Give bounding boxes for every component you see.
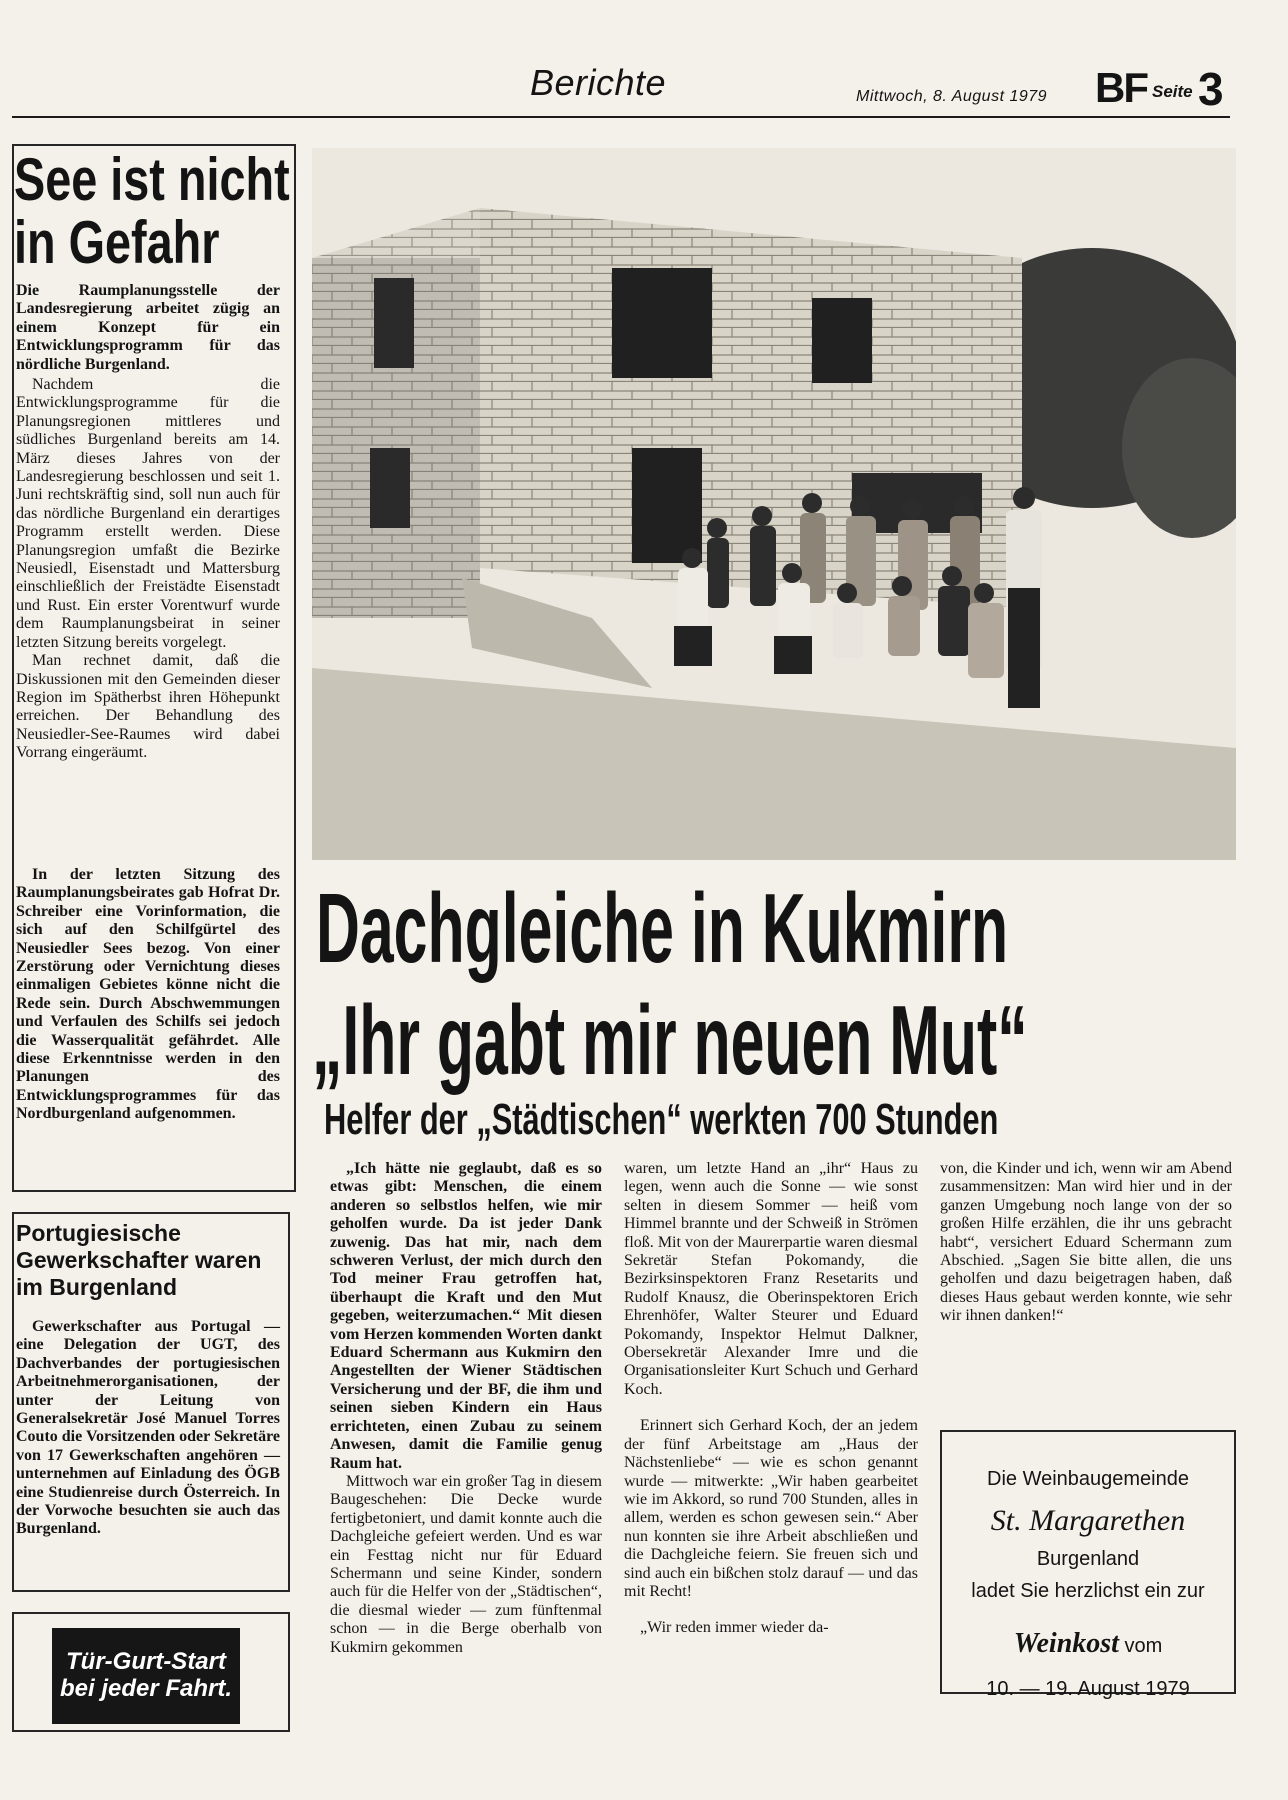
wine-ad-line: Burgenland [1036, 1548, 1140, 1570]
construction-photo [312, 148, 1236, 860]
article-column [940, 1160, 1232, 1326]
body-paragraph: von, die Kinder und ich, wenn wir am Abend zusammensitzen: Man wird hier und in der ganzen Umgebung noch lange von der so großen Hilfe erzählen, die ihr uns gebracht habt“, versichert Eduard Schermann zum Abschied. „Sagen Sie bitte allen, die uns geholfen und dazu beigetragen haben, daß dieses Haus gebaut werden konnte, wie sehr wir ihnen danken!“ [940, 1160, 1232, 1325]
header-rule [12, 116, 1230, 118]
body-paragraph: Mittwoch war ein großer Tag in diesem Baugeschehen: Die Decke wurde fertigbetoniert, und damit konnte auch die Dachgleiche gefeiert werden. Und es war ein Festtag nicht nur für Eduard Schermann und seine Kinder, sondern auch für die Helfer von der „Städtischen“, die diesmal wieder — zum fünftenmal schon — in die Berge oberhalb von Kukmirn gekommen [330, 1472, 602, 1656]
article-lead [16, 282, 280, 374]
body-paragraph: Nachdem die Entwicklungsprogramme für die Planungsregionen mittleres und südliches Burgenland bereits am 14. März dieses Jahres von der Landesregierung beschlossen und seit 1. Juni rechtskräftig sind, soll nun auch für das nördliche Burgenland ein derartiges Programm erstellt werden. Diese Planungsregion umfaßt die Bezirke Neusiedl, Eisenstadt und Mattersburg einschließlich der Freistädte Eisenstadt und Rust. Ein erster Vorentwurf wurde dem Raumplanungsbeirat in seiner letzten Sitzung bereits vorgelegt. [16, 376, 280, 651]
ad-line: bei jeder Fahrt. [59, 1675, 233, 1702]
ad-line: Tür-Gurt-Start [66, 1648, 226, 1675]
sub-headline: Helfer der „Städtischen“ werkten 700 Stunden [324, 1095, 999, 1144]
body-paragraph: Erinnert sich Gerhard Koch, der an jedem der fünf Arbeitstage am „Haus der Nächstenliebe“ — wie es schon genannt wurde — mitwerkte: „Wir haben gearbeitet wie im Akkord, so rund 700 Stunden, alles in allem, werden es schon gewesen sein.“ Aber nun konnten sie ihre Arbeit abschließen und die Dachgleiche feiern. Sie freuen sich und sind auch ein bißchen stolz darauf — und das mit Recht! [624, 1417, 918, 1600]
article-body [16, 1318, 280, 1539]
article-column [330, 1160, 602, 1657]
article-title: Portugiesische Gewerkschafter waren im Burgenland [16, 1220, 262, 1300]
page-number: 3 [1198, 63, 1224, 115]
wine-ad-event [940, 1628, 1236, 1660]
page-label: Seite [1152, 82, 1193, 101]
body-paragraph: „Wir reden immer wieder da- [640, 1619, 829, 1637]
main-headline: Dachgleiche in Kukmirn [316, 873, 1009, 983]
body-paragraph: „Ich hätte nie geglaubt, daß es so etwas gibt: Menschen, die einem anderen so selbstlos helfen, wie mir geholfen wurde. Da ist jeder Dank zuwenig. Das hat mir, nach dem schweren Verlust, der mich durch den Tod meiner Frau getroffen hat, überhaupt die Kraft und den Mut gegeben, weiterzumachen.“ Mit diesen vom Herzen kommenden Worten dankt Eduard Schermann aus Kukmirn den Angestellten der Wiener Städtischen Versicherung und der BF, die ihm und seinen sieben Kindern ein Haus errichteten, einen Zubau zu seinem Anwesen, damit die Familie genug Raum hat. [330, 1160, 602, 1472]
body-paragraph: In der letzten Sitzung des Raumplanungsbeirates gab Hofrat Dr. Schreiber eine Vorinformation, die sich auf den Schilfgürtel des Neusiedler Sees bezog. Von einer Zerstörung oder Vernichtung dieses einmaligen Gebietes könne nicht die Rede sein. Durch Abschwemmungen und Verfaulen des Schilfs sei jedoch die Wasserqualität gefährdet. Alle diese Erkenntnisse werden in den Planungen des Entwicklungsprogrammes für das Nordburgenland aufgenommen. [16, 866, 280, 1123]
article-body [16, 376, 280, 763]
issue-date: Mittwoch, 8. August 1979 [856, 88, 1048, 105]
wine-ad-event-suffix: vom [1118, 1635, 1163, 1657]
wine-ad-event-name: Weinkost [1013, 1628, 1119, 1659]
wine-ad-line: Die Weinbaugemeinde [987, 1468, 1189, 1490]
wine-ad-dates: 10. — 19. August 1979 [986, 1678, 1190, 1700]
main-headline-quote: „Ihr gabt mir neuen Mut“ [312, 985, 1028, 1095]
body-paragraph: Gewerkschafter aus Portugal — eine Delegation der UGT, des Dachverbandes der portugiesischen Arbeitnehmerorganisationen, der unter der Leitung von Generalsekretär José Manuel Torres Couto die Vorsitzenden oder Sekretäre von 17 Gewerkschaften angehören — unternehmen auf Einladung des ÖGB eine Studienreise durch Österreich. In der Vorwoche besuchten sie auch das Burgenland. [16, 1318, 280, 1538]
article-title-line: in Gefahr [14, 209, 220, 276]
wine-ad-line: ladet Sie herzlichst ein zur [971, 1580, 1205, 1602]
article-body-bold [16, 866, 280, 1124]
article-title-line: See ist nicht [14, 146, 290, 213]
lead-paragraph: Die Raumplanungsstelle der Landesregierung arbeitet zügig an einem Konzept für ein Entwicklungsprogramm für das nördliche Burgenland. [16, 282, 280, 373]
seatbelt-ad [52, 1628, 240, 1724]
section-title: Berichte [530, 62, 667, 103]
body-paragraph: Man rechnet damit, daß die Diskussionen mit den Gemeinden dieser Region im Spätherbst ihren Höhepunkt erreichen. Der Behandlung des Neusiedler-See-Raumes wird dabei Vorrang eingeräumt. [16, 652, 280, 762]
wine-ad-place: St. Margarethen [990, 1504, 1186, 1537]
publication-logo: BF [1095, 64, 1147, 111]
article-column [624, 1160, 918, 1638]
body-paragraph: waren, um letzte Hand an „ihr“ Haus zu legen, wenn auch die Sonne — wie sonst selten in diesem Sommer — heiß vom Himmel brannte und der Schweiß in Strömen floß. Mit von der Maurerpartie waren diesmal Sekretär Stefan Pokomandy, die Bezirksinspektoren Franz Resetarits und Rudolf Knausz, die Oberinspektoren Erich Ehrenhöfer, Walter Steurer und Eduard Pokomandy, Inspektor Helmut Dalkner, Obersekretär Alexander Imre und die Organisationsleiter Kurt Schuch und Gerhard Koch. [624, 1160, 918, 1398]
